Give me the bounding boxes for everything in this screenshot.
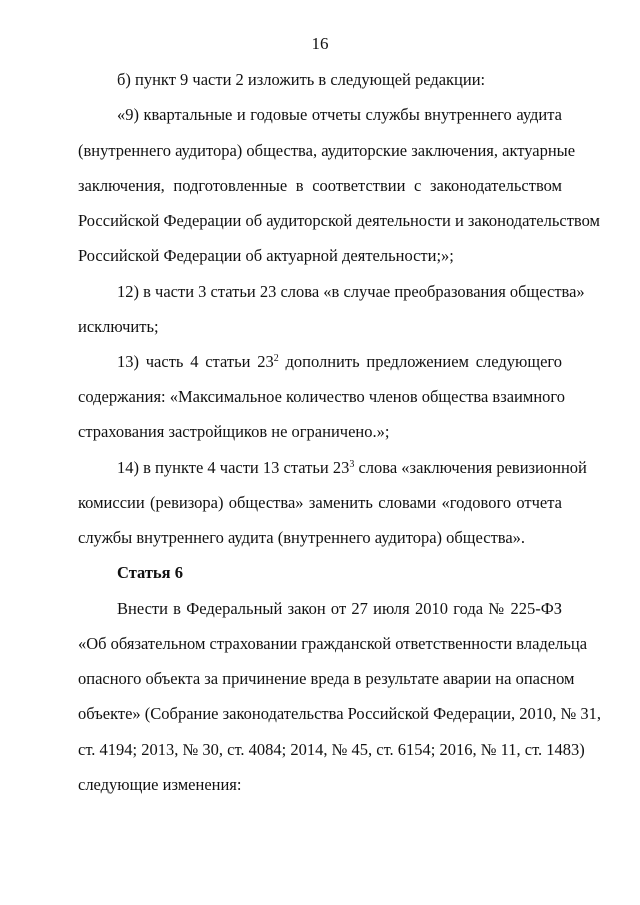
superscript: 3 bbox=[349, 459, 355, 470]
text-line-quote-item-9: «9) квартальные и годовые отчеты службы внутреннего аудита bbox=[117, 105, 562, 124]
text-line: (внутреннего аудитора) общества, аудиторские заключения, актуарные bbox=[78, 141, 576, 160]
text-line: комиссии (ревизора) общества» заменить словами «годового отчета bbox=[78, 493, 562, 512]
text-line: объекте» (Собрание законодательства Российской Федерации, 2010, № 31, bbox=[78, 704, 601, 723]
text-line-item-13 bbox=[117, 351, 562, 373]
text-line: «Об обязательном страховании гражданской ответственности владельца bbox=[78, 634, 588, 653]
text-segment: слова «заключения ревизионной bbox=[354, 458, 587, 477]
text-line: службы внутреннего аудита (внутреннего аудитора) общества». bbox=[78, 528, 526, 547]
text-line: Российской Федерации об актуарной деятельности;»; bbox=[78, 246, 454, 265]
text-segment: 13) часть 4 статьи 23 bbox=[117, 352, 274, 371]
text-line-item-12: 12) в части 3 статьи 23 слова «в случае преобразования общества» bbox=[117, 282, 585, 301]
text-line: следующие изменения: bbox=[78, 775, 242, 794]
text-line: опасного объекта за причинение вреда в результате аварии на опасном bbox=[78, 669, 575, 688]
page-number: 16 bbox=[311, 34, 329, 53]
text-line: исключить; bbox=[78, 317, 159, 336]
text-segment: 14) в пункте 4 части 13 статьи 23 bbox=[117, 458, 350, 477]
text-line-item-14 bbox=[117, 457, 587, 479]
article-heading: Статья 6 bbox=[117, 563, 183, 582]
superscript: 2 bbox=[273, 353, 279, 364]
text-line-article-intro: Внести в Федеральный закон от 27 июля 2010 года № 225-ФЗ bbox=[117, 599, 562, 618]
text-line: содержания: «Максимальное количество членов общества взаимного bbox=[78, 387, 566, 406]
text-line: ст. 4194; 2013, № 30, ст. 4084; 2014, № 45, ст. 6154; 2016, № 11, ст. 1483) bbox=[78, 740, 585, 759]
text-line: Российской Федерации об аудиторской деятельности и законодательством bbox=[78, 211, 600, 230]
text-line: заключения, подготовленные в соответствии с законодательством bbox=[78, 176, 562, 195]
text-line-subitem-b: б) пункт 9 части 2 изложить в следующей редакции: bbox=[117, 70, 486, 89]
text-segment: дополнить предложением следующего bbox=[278, 352, 562, 371]
text-line: страхования застройщиков не ограничено.»; bbox=[78, 422, 390, 441]
